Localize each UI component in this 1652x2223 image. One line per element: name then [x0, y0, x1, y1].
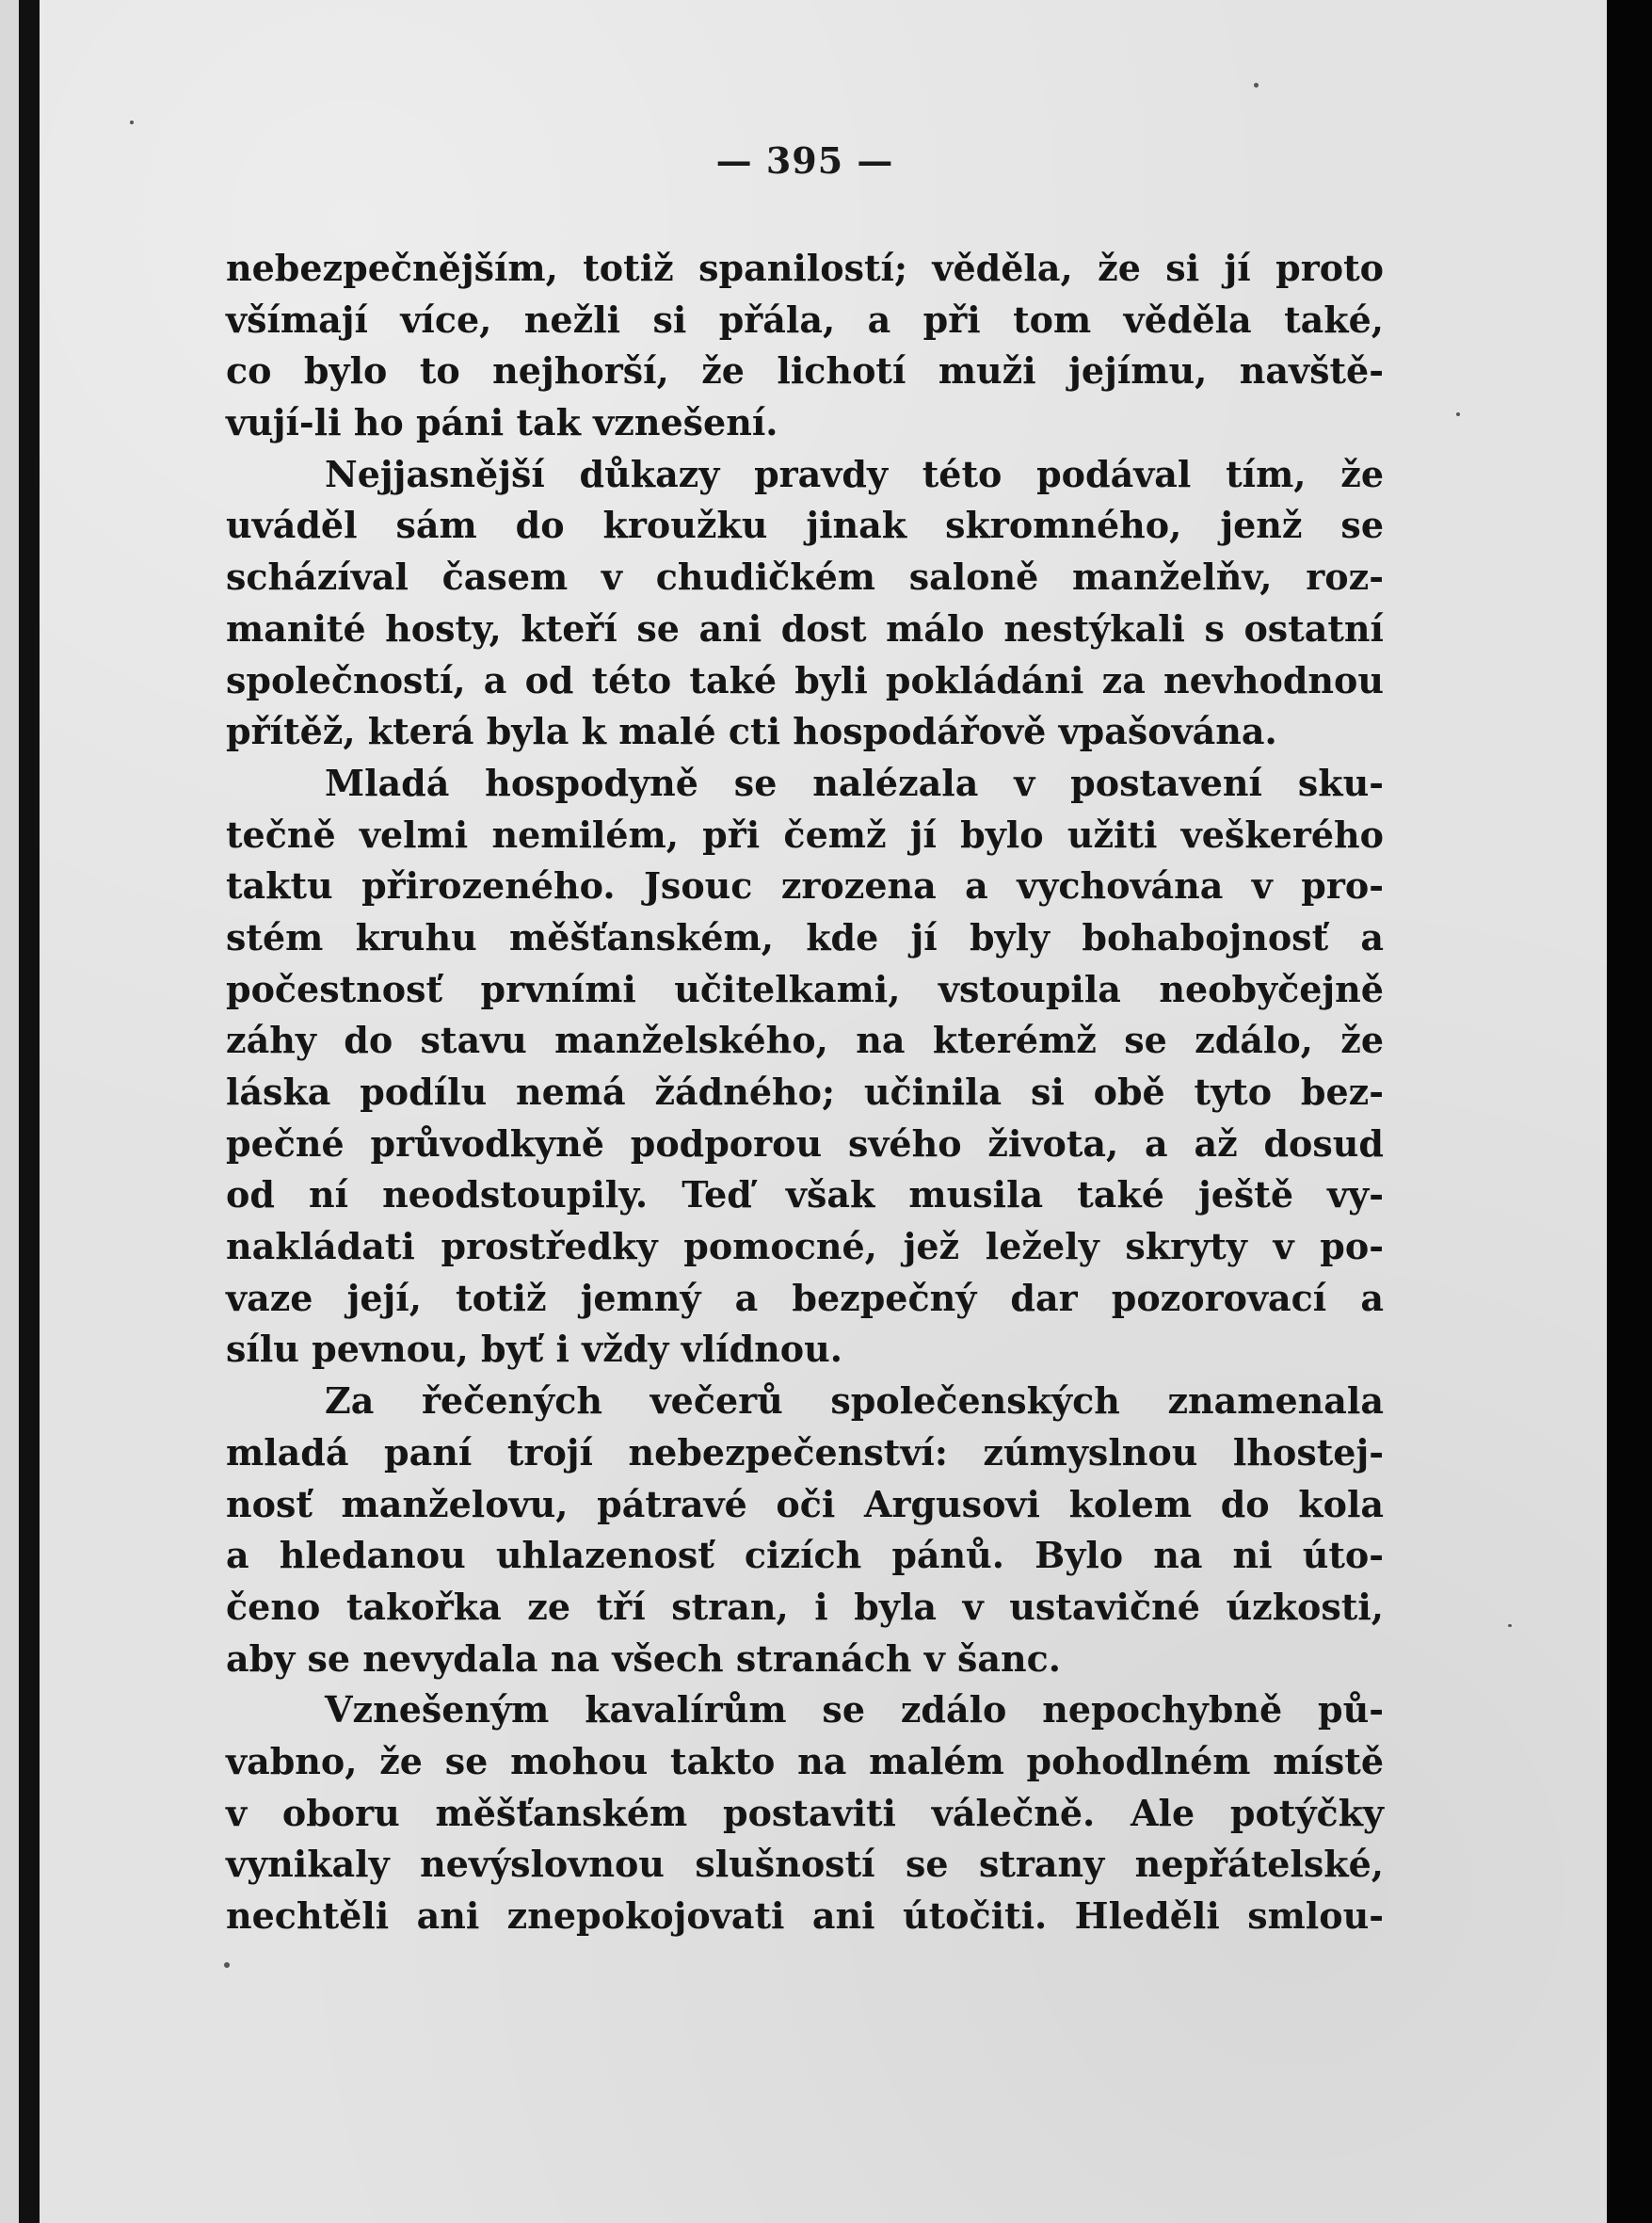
text-line: záhy do stavu manželského, na kterémž se zdálo, že — [226, 1019, 1384, 1062]
text-line: co bylo to nejhorší, že lichotí muži jejímu, navště- — [226, 349, 1384, 393]
text-line: a hledanou uhlazenosť cizích pánů. Bylo na ni úto- — [226, 1534, 1384, 1577]
text-line: počestnosť prvními učitelkami, vstoupila neobyčejně — [226, 967, 1384, 1010]
text-line: mladá paní trojí nebezpečenství: zúmyslnou lhostej- — [226, 1430, 1384, 1474]
scan-speck — [1254, 83, 1259, 88]
text-line: nebezpečnějším, totiž spanilostí; věděla, že si jí proto — [226, 247, 1384, 289]
text-line: láska podílu nemá žádného; učinila si obě tyto bez- — [226, 1071, 1384, 1113]
text-line: Nejjasnější důkazy pravdy této podával tím, že — [325, 452, 1384, 495]
text-line: sílu pevnou, byť i vždy vlídnou. — [226, 1328, 842, 1371]
text-line: Mladá hospodyně se nalézala v postavení sku- — [325, 761, 1384, 804]
text-line: přítěž, která byla k malé cti hospodářově vpašována. — [226, 710, 1277, 753]
scan-speck — [224, 1962, 230, 1968]
text-line: vaze její, totiž jemný a bezpečný dar pozorovací a — [226, 1276, 1384, 1319]
scan-speck — [1508, 1624, 1512, 1627]
text-line: stém kruhu měšťanském, kde jí byly bohabojnosť a — [226, 915, 1384, 958]
right-page-edge — [1607, 0, 1652, 2223]
text-line: manité hosty, kteří se ani dost málo nestýkali s ostatní — [226, 606, 1384, 650]
text-line: vují-li ho páni tak vznešení. — [226, 401, 778, 444]
text-line: všímají více, nežli si přála, a při tom věděla také, — [226, 298, 1384, 341]
text-line: společností, a od této také byli pokládáni za nevhodnou — [226, 658, 1384, 701]
text-line: uváděl sám do kroužku jinak skromného, jenž se — [226, 504, 1384, 547]
left-scan-border — [0, 0, 19, 2223]
text-line: tečně velmi nemilém, při čemž jí bylo užiti veškerého — [226, 813, 1384, 856]
scan-speck — [130, 121, 134, 124]
left-page-edge — [19, 0, 40, 2223]
text-line: aby se nevydala na všech stranách v šanc. — [226, 1636, 1062, 1680]
scan-speck — [1456, 412, 1460, 416]
text-line: taktu přirozeného. Jsouc zrozena a vychována v pro- — [226, 864, 1384, 908]
text-line: čeno takořka ze tří stran, i byla v ustavičné úzkosti, — [226, 1585, 1384, 1628]
text-line: scházíval časem v chudičkém saloně manželňv, roz- — [226, 556, 1384, 599]
text-line: vabno, že se mohou takto na malém pohodlném místě — [226, 1739, 1384, 1782]
text-line: Vznešeným kavalírům se zdálo nepochybně pů- — [325, 1688, 1384, 1732]
page-number: — 395 — — [715, 139, 894, 182]
text-line: od ní neodstoupily. Teď však musila také ještě vy- — [226, 1173, 1384, 1216]
text-line: v oboru měšťanském postaviti válečně. Ale potýčky — [226, 1791, 1384, 1834]
text-line: nosť manželovu, pátravé oči Argusovi kolem do kola — [226, 1482, 1384, 1525]
text-line: nakládati prostředky pomocné, jež ležely skryty v po- — [226, 1225, 1384, 1268]
text-line: vynikaly nevýslovnou slušností se strany nepřátelské, — [226, 1843, 1384, 1886]
body-text — [226, 243, 1384, 1942]
text-line: Za řečených večerů společenských znamenala — [325, 1379, 1384, 1423]
text-line: pečné průvodkyně podporou svého života, a až dosud — [226, 1121, 1384, 1165]
text-line: nechtěli ani znepokojovati ani útočiti. Hleděli smlou- — [226, 1894, 1384, 1937]
